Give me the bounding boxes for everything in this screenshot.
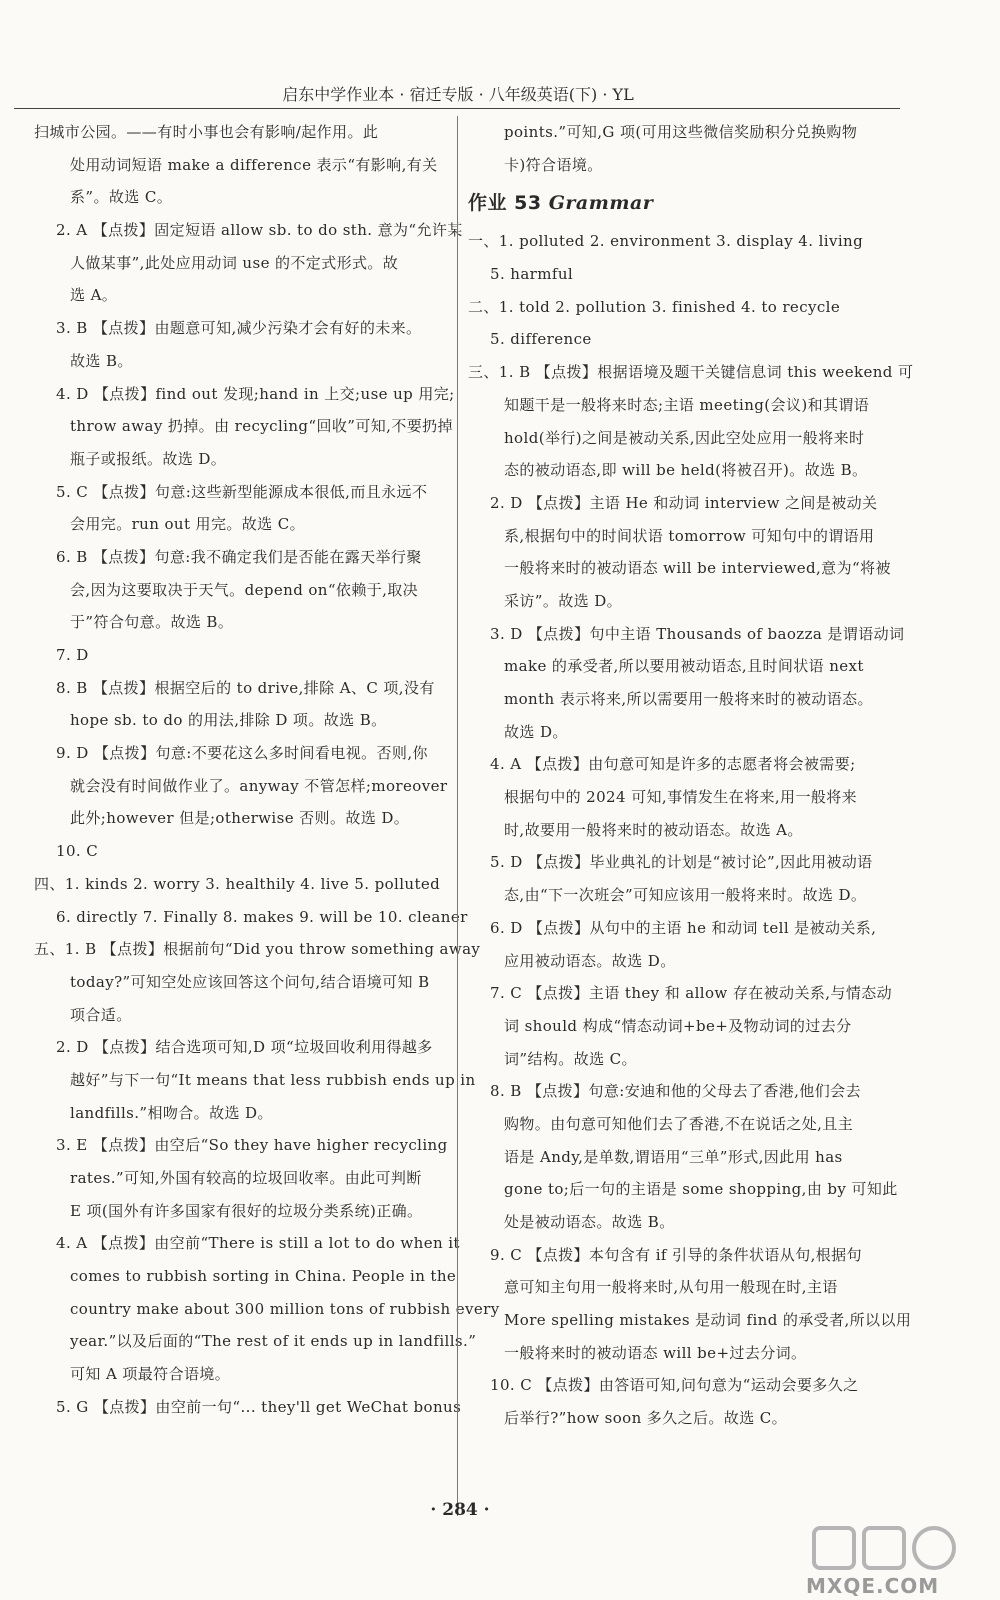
answer-line: 词”结构。故选 C。 bbox=[504, 1049, 637, 1068]
answer-line: comes to rubbish sorting in China. People in the bbox=[70, 1267, 457, 1286]
answer-line: 扫城市公园。——有时小事也会有影响/起作用。此 bbox=[34, 123, 379, 141]
answer-line: 5. C 【点拨】句意:这些新型能源成本很低,而且永远不 bbox=[56, 482, 428, 501]
answer-line: 3. D 【点拨】句中主语 Thousands of baozza 是谓语动词 bbox=[490, 624, 905, 643]
watermark-logo bbox=[800, 1522, 980, 1598]
page-header: 启东中学作业本 · 宿迁专版 · 八年级英语(下) · YL bbox=[282, 85, 634, 104]
page-number: · 284 · bbox=[430, 1500, 490, 1520]
answer-line: 处用动词短语 make a difference 表示“有影响,有关 bbox=[70, 155, 438, 174]
answer-line: 5. difference bbox=[490, 330, 592, 349]
answer-line: 2. D 【点拨】结合选项可知,D 项“垃圾回收利用得越多 bbox=[56, 1038, 433, 1057]
answer-line: 故选 D。 bbox=[504, 722, 568, 741]
answer-line: 会用完。run out 用完。故选 C。 bbox=[70, 515, 305, 534]
answer-line: 2. A 【点拨】固定短语 allow sb. to do sth. 意为“允许某 bbox=[56, 221, 463, 240]
answer-line: 态,由“下一次班会”可知应该用一般将来时。故选 D。 bbox=[504, 886, 867, 905]
answer-line: 5. D 【点拨】毕业典礼的计划是“被讨论”,因此用被动语 bbox=[490, 853, 873, 872]
answer-line: 应用被动语态。故选 D。 bbox=[504, 951, 676, 970]
answer-line: 根据句中的 2024 可知,事情发生在将来,用一般将来 bbox=[504, 788, 858, 807]
watermark-icon bbox=[800, 1522, 980, 1578]
answer-line: 知题干是一般将来时态;主语 meeting(会议)和其谓语 bbox=[504, 395, 870, 414]
section-title bbox=[468, 181, 906, 225]
answer-line: 可知 A 项最符合语境。 bbox=[70, 1365, 231, 1384]
answer-line: gone to;后一句的主语是 some shopping,由 by 可知此 bbox=[504, 1180, 898, 1199]
answer-line: 6. directly 7. Finally 8. makes 9. will be 10. cleaner bbox=[56, 907, 468, 926]
answer-line: 系,根据句中的时间状语 tomorrow 可知句中的谓语用 bbox=[504, 526, 875, 545]
answer-line: 词 should 构成“情态动词+be+及物动词的过去分 bbox=[504, 1016, 852, 1035]
answer-line: 4. A 【点拨】由句意可知是许多的志愿者将会被需要; bbox=[490, 755, 856, 774]
answer-line: year.”以及后面的“The rest of it ends up in landfills.” bbox=[70, 1332, 477, 1351]
left-column bbox=[34, 116, 500, 1424]
answer-line: 故选 B。 bbox=[70, 351, 133, 370]
answer-line: 7. C 【点拨】主语 they 和 allow 存在被动关系,与情态动 bbox=[490, 984, 893, 1003]
answer-line: 瓶子或报纸。故选 D。 bbox=[70, 449, 227, 468]
answer-line: 时,故要用一般将来时的被动语态。故选 A。 bbox=[504, 820, 803, 839]
answer-line: 5. harmful bbox=[490, 265, 574, 284]
answer-line: 就会没有时间做作业了。anyway 不管怎样;moreover bbox=[70, 776, 448, 795]
right-column bbox=[468, 116, 914, 1435]
answer-line: 3. E 【点拨】由空后“So they have higher recycling bbox=[56, 1136, 448, 1155]
answer-line: 选 A。 bbox=[70, 286, 118, 305]
answer-line: 于”符合句意。故选 B。 bbox=[70, 613, 234, 632]
answer-line: 态的被动语态,即 will be held(将被召开)。故选 B。 bbox=[504, 461, 868, 480]
answer-line: 二、1. told 2. pollution 3. finished 4. to recycle bbox=[468, 297, 841, 316]
answer-line: country make about 300 million tons of rubbish every bbox=[70, 1299, 500, 1318]
answer-line: 一般将来时的被动语态 will be interviewed,意为“将被 bbox=[504, 559, 891, 578]
answer-line: today?”可知空处应该回答这个问句,结合语境可知 B bbox=[70, 972, 430, 991]
answer-line: 4. D 【点拨】find out 发现;hand in 上交;use up 用完; bbox=[56, 384, 455, 403]
answer-line: 采访”。故选 D。 bbox=[504, 591, 623, 610]
answer-line: 卡)符合语境。 bbox=[504, 155, 603, 174]
answer-line: 8. B 【点拨】句意:安迪和他的父母去了香港,他们会去 bbox=[490, 1082, 861, 1101]
answer-line: More spelling mistakes 是动词 find 的承受者,所以以用 bbox=[504, 1311, 912, 1330]
answer-line: 10. C bbox=[56, 842, 99, 861]
answer-line: 此外;however 但是;otherwise 否则。故选 D。 bbox=[70, 809, 410, 828]
answer-line: hope sb. to do 的用法,排除 D 项。故选 B。 bbox=[70, 711, 387, 730]
answer-line: 一般将来时的被动语态 will be+过去分词。 bbox=[504, 1343, 807, 1362]
answer-line: make 的承受者,所以要用被动语态,且时间状语 next bbox=[504, 657, 864, 676]
answer-line: points.”可知,G 项(可用这些微信奖励积分兑换购物 bbox=[504, 123, 858, 141]
answer-line: 三、1. B 【点拨】根据语境及题干关键信息词 this weekend 可 bbox=[468, 363, 914, 382]
answer-line: month 表示将来,所以需要用一般将来时的被动语态。 bbox=[504, 690, 873, 708]
answer-line: 3. B 【点拨】由题意可知,减少污染才会有好的未来。 bbox=[56, 319, 422, 338]
answer-line: 一、1. polluted 2. environment 3. display 4. living bbox=[468, 232, 864, 251]
answer-line: 意可知主句用一般将来时,从句用一般现在时,主语 bbox=[504, 1278, 838, 1297]
answer-line: E 项(国外有许多国家有很好的垃圾分类系统)正确。 bbox=[70, 1201, 423, 1220]
answer-line: 系”。故选 C。 bbox=[70, 188, 173, 207]
section-label: 作业 53 bbox=[468, 192, 542, 215]
answer-line: 项合适。 bbox=[70, 1005, 132, 1024]
answer-line: 后举行?”how soon 多久之后。故选 C。 bbox=[504, 1409, 788, 1428]
answer-line: landfills.”相吻合。故选 D。 bbox=[70, 1103, 273, 1122]
answer-line: 9. D 【点拨】句意:不要花这么多时间看电视。否则,你 bbox=[56, 744, 428, 763]
answer-line: 语是 Andy,是单数,谓语用“三单”形式,因此用 has bbox=[504, 1147, 843, 1166]
answer-line: 人做某事”,此处应用动词 use 的不定式形式。故 bbox=[70, 253, 399, 272]
column-divider bbox=[457, 116, 458, 1516]
answer-line: throw away 扔掉。由 recycling“回收”可知,不要扔掉 bbox=[70, 417, 453, 436]
right-top-continuation bbox=[468, 116, 906, 181]
header-rule bbox=[14, 108, 900, 109]
answer-line: rates.”可知,外国有较高的垃圾回收率。由此可判断 bbox=[70, 1169, 422, 1187]
answer-line: 4. A 【点拨】由空前“There is still a lot to do when it bbox=[56, 1234, 460, 1253]
answer-line: 10. C 【点拨】由答语可知,问句意为“运动会要多久之 bbox=[490, 1376, 859, 1395]
answer-line: 购物。由句意可知他们去了香港,不在说话之处,且主 bbox=[504, 1114, 854, 1133]
answer-line: 2. D 【点拨】主语 He 和动词 interview 之间是被动关 bbox=[490, 493, 878, 512]
answer-line: 五、1. B 【点拨】根据前句“Did you throw something away bbox=[34, 940, 481, 959]
answer-line: 四、1. kinds 2. worry 3. healthily 4. live 5. polluted bbox=[34, 874, 441, 893]
answer-line: 会,因为这要取决于天气。depend on“依赖于,取决 bbox=[70, 580, 419, 599]
answer-line: 处是被动语态。故选 B。 bbox=[504, 1213, 675, 1231]
answer-line: 越好”与下一句“It means that less rubbish ends up in bbox=[70, 1070, 476, 1089]
answer-line: 8. B 【点拨】根据空后的 to drive,排除 A、C 项,没有 bbox=[56, 678, 435, 697]
answer-line: 9. C 【点拨】本句含有 if 引导的条件状语从句,根据句 bbox=[490, 1245, 862, 1264]
watermark-site: MXQE.COM bbox=[806, 1574, 940, 1598]
section-name: Grammar bbox=[548, 192, 654, 215]
answer-line: hold(举行)之间是被动关系,因此空处应用一般将来时 bbox=[504, 428, 865, 447]
answer-line: 6. B 【点拨】句意:我不确定我们是否能在露天举行聚 bbox=[56, 547, 422, 566]
answer-line: 5. G 【点拨】由空前一句“... they'll get WeChat bonus bbox=[56, 1397, 462, 1416]
right-answers bbox=[468, 225, 914, 1434]
answer-line: 7. D bbox=[56, 646, 89, 664]
answer-line: 6. D 【点拨】从句中的主语 he 和动词 tell 是被动关系, bbox=[490, 918, 877, 937]
